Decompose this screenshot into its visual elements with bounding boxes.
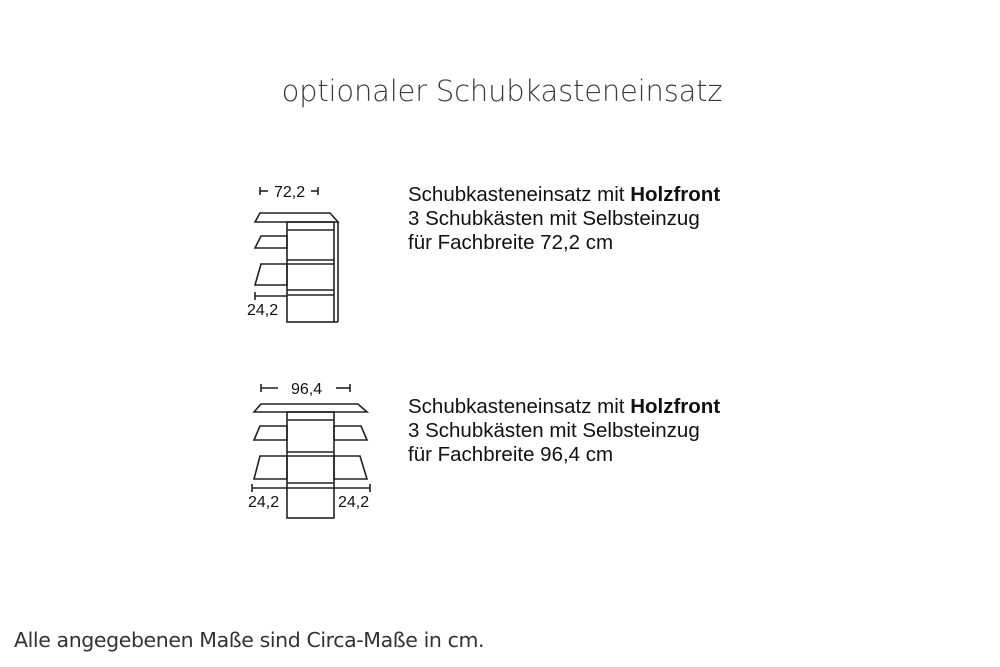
desc-line-drawers: 3 Schubkästen mit Selbsteinzug	[408, 419, 700, 442]
depth-dimension-label-left: 24,2	[248, 494, 280, 511]
desc-bold: Holzfront	[630, 183, 721, 206]
desc-line-width: für Fachbreite 72,2 cm	[408, 231, 614, 254]
desc-prefix: Schubkasteneinsatz mit	[408, 183, 631, 206]
footnote: Alle angegebenen Maße sind Circa-Maße in cm.	[14, 628, 485, 652]
drawer-insert-drawing-96	[240, 375, 380, 525]
width-dimension-label: 96,4	[291, 381, 323, 398]
drawer-insert-drawing-72	[240, 180, 360, 330]
item-description	[408, 183, 808, 255]
desc-line-drawers: 3 Schubkästen mit Selbsteinzug	[408, 207, 700, 230]
depth-dimension-label-right: 24,2	[338, 494, 370, 511]
desc-bold: Holzfront	[630, 395, 721, 418]
width-dimension-label: 72,2	[274, 184, 306, 201]
page-title: optionaler Schubkasteneinsatz	[281, 74, 723, 108]
item-description	[408, 395, 808, 467]
depth-dimension-label: 24,2	[247, 302, 279, 319]
desc-line-width: für Fachbreite 96,4 cm	[408, 443, 614, 466]
desc-prefix: Schubkasteneinsatz mit	[408, 395, 631, 418]
